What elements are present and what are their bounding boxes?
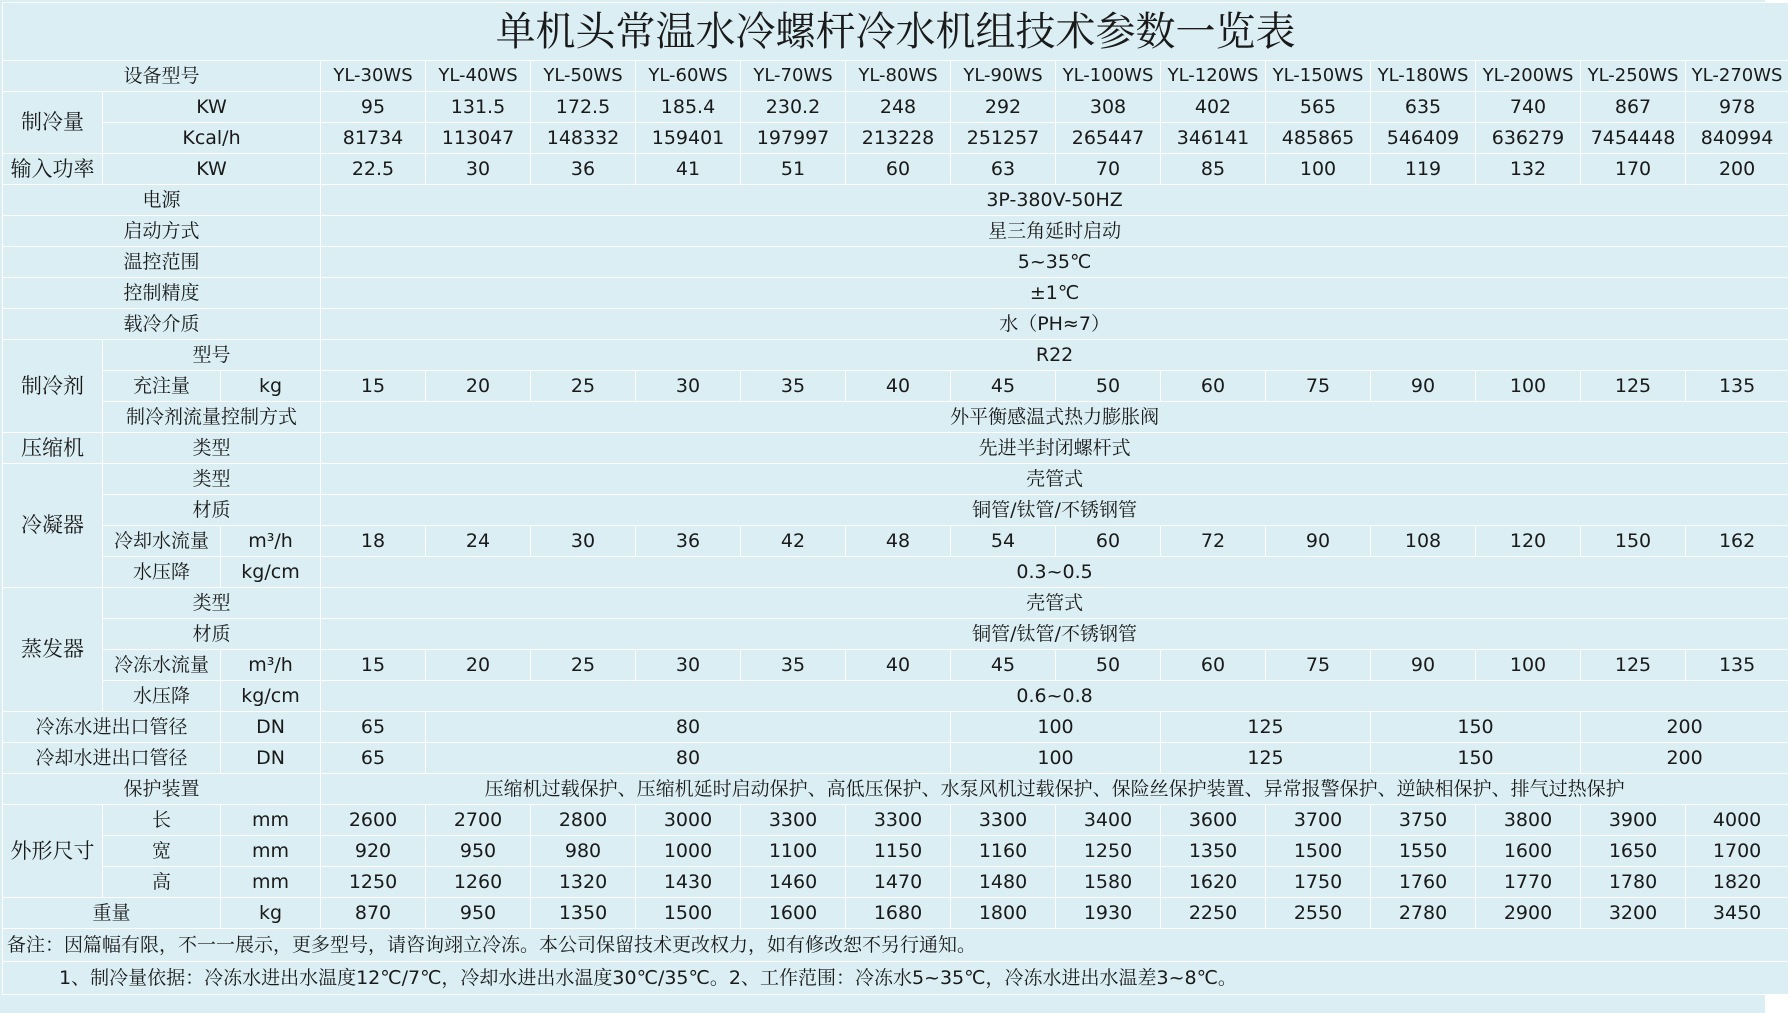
value-cell: 292 (951, 92, 1056, 123)
unit-label: kg/cm (221, 681, 321, 712)
value-cell: 185.4 (636, 92, 741, 123)
start-mode-value: 星三角延时启动 (321, 216, 1789, 247)
condenser-flow-row (3, 526, 1789, 557)
temp-range-label: 温控范围 (3, 247, 321, 278)
value-cell: 132 (1476, 154, 1581, 185)
value-cell: 15 (321, 371, 426, 402)
unit-label: kg/cm (221, 557, 321, 588)
value-cell: 3300 (846, 805, 951, 836)
value-cell: 24 (426, 526, 531, 557)
value-cell: 70 (1056, 154, 1161, 185)
refrigerant-label: 制冷剂 (3, 340, 103, 433)
value-cell: 113047 (426, 123, 531, 154)
protection-label: 保护装置 (3, 774, 321, 805)
value-cell: 3300 (951, 805, 1056, 836)
value-cell: 30 (636, 371, 741, 402)
value-cell: 546409 (1371, 123, 1476, 154)
value-cell: 30 (531, 526, 636, 557)
value-cell: 740 (1476, 92, 1581, 123)
model-cell: YL-180WS (1371, 61, 1476, 92)
value-cell: 65 (321, 743, 426, 774)
start-mode-row (3, 216, 1789, 247)
value-cell: 2780 (1371, 898, 1476, 929)
value-cell: 3450 (1686, 898, 1789, 929)
value-cell: 200 (1581, 712, 1789, 743)
value-cell: 63 (951, 154, 1056, 185)
unit-label: m³/h (221, 650, 321, 681)
value-cell: 80 (426, 712, 951, 743)
value-cell: 1000 (636, 836, 741, 867)
unit-label: kg (221, 898, 321, 929)
value-cell: 1350 (1161, 836, 1266, 867)
value-cell: 2900 (1476, 898, 1581, 929)
protection-row (3, 774, 1789, 805)
value-cell: 635 (1371, 92, 1476, 123)
value-cell: 20 (426, 371, 531, 402)
value-cell: 125 (1581, 650, 1686, 681)
value-cell: 125 (1581, 371, 1686, 402)
value-cell: 636279 (1476, 123, 1581, 154)
protection-value: 压缩机过载保护、压缩机延时启动保护、高低压保护、水泵风机过载保护、保险丝保护装置、异常报警保护、逆缺相保护、排气过热保护 (321, 774, 1789, 805)
width-row (3, 836, 1789, 867)
pressure-drop-label: 水压降 (103, 557, 221, 588)
value-cell: 18 (321, 526, 426, 557)
value-cell: 1260 (426, 867, 531, 898)
medium-row (3, 309, 1789, 340)
value-cell: 265447 (1056, 123, 1161, 154)
value-cell: 100 (1476, 650, 1581, 681)
value-cell: 346141 (1161, 123, 1266, 154)
evaporator-material-value: 铜管/钛管/不锈钢管 (321, 619, 1789, 650)
model-cell: YL-100WS (1056, 61, 1161, 92)
value-cell: 50 (1056, 371, 1161, 402)
unit-label: Kcal/h (103, 123, 321, 154)
value-cell: 200 (1581, 743, 1789, 774)
value-cell: 45 (951, 371, 1056, 402)
value-cell: 1460 (741, 867, 846, 898)
value-cell: 159401 (636, 123, 741, 154)
value-cell: 1430 (636, 867, 741, 898)
chilled-pipe-label: 冷冻水进出口管径 (3, 712, 221, 743)
input-power-row (3, 154, 1789, 185)
temp-range-row (3, 247, 1789, 278)
value-cell: 125 (1161, 743, 1371, 774)
condenser-type-row (3, 464, 1789, 495)
value-cell: 1930 (1056, 898, 1161, 929)
value-cell: 200 (1686, 154, 1789, 185)
unit-label: mm (221, 867, 321, 898)
value-cell: 125 (1161, 712, 1371, 743)
evaporator-label: 蒸发器 (3, 588, 103, 712)
value-cell: 50 (1056, 650, 1161, 681)
evaporator-material-row (3, 619, 1789, 650)
value-cell: 40 (846, 650, 951, 681)
length-row (3, 805, 1789, 836)
value-cell: 1770 (1476, 867, 1581, 898)
unit-label: KW (103, 92, 321, 123)
evaporator-type-label: 类型 (103, 588, 321, 619)
value-cell: 197997 (741, 123, 846, 154)
value-cell: 2600 (321, 805, 426, 836)
value-cell: 3300 (741, 805, 846, 836)
value-cell: 1780 (1581, 867, 1686, 898)
value-cell: 75 (1266, 650, 1371, 681)
model-cell: YL-150WS (1266, 61, 1371, 92)
value-cell: 1350 (531, 898, 636, 929)
model-cell: YL-270WS (1686, 61, 1789, 92)
power-supply-value: 3P-380V-50HZ (321, 185, 1789, 216)
capacity-kcal-row (3, 123, 1789, 154)
model-cell: YL-70WS (741, 61, 846, 92)
dimensions-label: 外形尺寸 (3, 805, 103, 898)
value-cell: 100 (951, 743, 1161, 774)
flow-control-value: 外平衡感温式热力膨胀阀 (321, 402, 1789, 433)
value-cell: 950 (426, 898, 531, 929)
value-cell: 150 (1371, 712, 1581, 743)
weight-label: 重量 (3, 898, 221, 929)
value-cell: 2700 (426, 805, 531, 836)
value-cell: 248 (846, 92, 951, 123)
value-cell: 60 (846, 154, 951, 185)
value-cell: 1320 (531, 867, 636, 898)
value-cell: 100 (1476, 371, 1581, 402)
power-supply-label: 电源 (3, 185, 321, 216)
medium-value: 水（PH≈7） (321, 309, 1789, 340)
value-cell: 2800 (531, 805, 636, 836)
precision-row (3, 278, 1789, 309)
precision-value: ±1℃ (321, 278, 1789, 309)
value-cell: 308 (1056, 92, 1161, 123)
model-cell: YL-60WS (636, 61, 741, 92)
value-cell: 978 (1686, 92, 1789, 123)
value-cell: 1100 (741, 836, 846, 867)
height-label: 高 (103, 867, 221, 898)
capacity-kw-row (3, 92, 1789, 123)
cooling-pipe-label: 冷却水进出口管径 (3, 743, 221, 774)
value-cell: 35 (741, 650, 846, 681)
compressor-row (3, 433, 1789, 464)
value-cell: 36 (531, 154, 636, 185)
value-cell: 1700 (1686, 836, 1789, 867)
value-cell: 1820 (1686, 867, 1789, 898)
refrigerant-charge-row (3, 371, 1789, 402)
refrigerant-flow-row (3, 402, 1789, 433)
width-label: 宽 (103, 836, 221, 867)
refrigerant-type-value: R22 (321, 340, 1789, 371)
value-cell: 100 (1266, 154, 1371, 185)
medium-label: 载冷介质 (3, 309, 321, 340)
value-cell: 148332 (531, 123, 636, 154)
model-label: 设备型号 (3, 61, 321, 92)
unit-label: mm (221, 805, 321, 836)
value-cell: 950 (426, 836, 531, 867)
value-cell: 1160 (951, 836, 1056, 867)
condenser-pressure-row (3, 557, 1789, 588)
flow-control-label: 制冷剂流量控制方式 (103, 402, 321, 433)
table-title: 单机头常温水冷螺杆冷水机组技术参数一览表 (3, 3, 1789, 61)
value-cell: 51 (741, 154, 846, 185)
value-cell: 80 (426, 743, 951, 774)
title-row (3, 3, 1789, 61)
model-cell: YL-90WS (951, 61, 1056, 92)
value-cell: 3600 (1161, 805, 1266, 836)
value-cell: 150 (1581, 526, 1686, 557)
value-cell: 3400 (1056, 805, 1161, 836)
model-cell: YL-80WS (846, 61, 951, 92)
value-cell: 840994 (1686, 123, 1789, 154)
refrigerant-type-row (3, 340, 1789, 371)
weight-row (3, 898, 1789, 929)
value-cell: 485865 (1266, 123, 1371, 154)
value-cell: 3800 (1476, 805, 1581, 836)
value-cell: 1250 (321, 867, 426, 898)
value-cell: 920 (321, 836, 426, 867)
value-cell: 3900 (1581, 805, 1686, 836)
value-cell: 1800 (951, 898, 1056, 929)
value-cell: 41 (636, 154, 741, 185)
value-cell: 162 (1686, 526, 1789, 557)
value-cell: 1470 (846, 867, 951, 898)
value-cell: 131.5 (426, 92, 531, 123)
value-cell: 1600 (1476, 836, 1581, 867)
value-cell: 30 (636, 650, 741, 681)
power-supply-row (3, 185, 1789, 216)
value-cell: 170 (1581, 154, 1686, 185)
value-cell: 1620 (1161, 867, 1266, 898)
value-cell: 1500 (636, 898, 741, 929)
value-cell: 60 (1161, 371, 1266, 402)
value-cell: 2550 (1266, 898, 1371, 929)
condition-note: 1、制冷量依据：冷冻水进出水温度12℃/7℃，冷却水进出水温度30℃/35℃。2、工作范围：冷冻水5~35℃，冷冻水进出水温差3~8℃。 (3, 962, 1789, 995)
value-cell: 230.2 (741, 92, 846, 123)
condenser-label: 冷凝器 (3, 464, 103, 588)
value-cell: 4000 (1686, 805, 1789, 836)
value-cell: 30 (426, 154, 531, 185)
value-cell: 60 (1161, 650, 1266, 681)
evaporator-type-row (3, 588, 1789, 619)
length-label: 长 (103, 805, 221, 836)
model-cell: YL-250WS (1581, 61, 1686, 92)
value-cell: 980 (531, 836, 636, 867)
value-cell: 100 (951, 712, 1161, 743)
model-row (3, 61, 1789, 92)
value-cell: 135 (1686, 371, 1789, 402)
value-cell: 1680 (846, 898, 951, 929)
height-row (3, 867, 1789, 898)
value-cell: 402 (1161, 92, 1266, 123)
value-cell: 1750 (1266, 867, 1371, 898)
value-cell: 120 (1476, 526, 1581, 557)
unit-label: KW (103, 154, 321, 185)
condenser-material-value: 铜管/钛管/不锈钢管 (321, 495, 1789, 526)
pressure-drop-value: 0.3~0.5 (321, 557, 1789, 588)
start-mode-label: 启动方式 (3, 216, 321, 247)
cooling-pipe-row (3, 743, 1789, 774)
value-cell: 36 (636, 526, 741, 557)
value-cell: 22.5 (321, 154, 426, 185)
value-cell: 1500 (1266, 836, 1371, 867)
value-cell: 25 (531, 650, 636, 681)
pressure-drop-label: 水压降 (103, 681, 221, 712)
model-cell: YL-30WS (321, 61, 426, 92)
condenser-material-row (3, 495, 1789, 526)
cooling-capacity-label: 制冷量 (3, 92, 103, 154)
model-cell: YL-50WS (531, 61, 636, 92)
value-cell: 90 (1371, 650, 1476, 681)
value-cell: 1250 (1056, 836, 1161, 867)
value-cell: 72 (1161, 526, 1266, 557)
value-cell: 213228 (846, 123, 951, 154)
value-cell: 1600 (741, 898, 846, 929)
value-cell: 1550 (1371, 836, 1476, 867)
temp-range-value: 5~35℃ (321, 247, 1789, 278)
value-cell: 7454448 (1581, 123, 1686, 154)
unit-label: kg (221, 371, 321, 402)
model-cell: YL-40WS (426, 61, 531, 92)
value-cell: 150 (1371, 743, 1581, 774)
value-cell: 20 (426, 650, 531, 681)
condenser-type-value: 壳管式 (321, 464, 1789, 495)
value-cell: 3000 (636, 805, 741, 836)
evaporator-material-label: 材质 (103, 619, 321, 650)
value-cell: 15 (321, 650, 426, 681)
value-cell: 48 (846, 526, 951, 557)
note-row-2 (3, 962, 1789, 995)
unit-label: DN (221, 743, 321, 774)
value-cell: 25 (531, 371, 636, 402)
value-cell: 1150 (846, 836, 951, 867)
value-cell: 90 (1371, 371, 1476, 402)
value-cell: 35 (741, 371, 846, 402)
cooling-water-flow-label: 冷却水流量 (103, 526, 221, 557)
spec-table (2, 2, 1789, 995)
refrigerant-type-label: 型号 (103, 340, 321, 371)
value-cell: 60 (1056, 526, 1161, 557)
value-cell: 42 (741, 526, 846, 557)
value-cell: 95 (321, 92, 426, 123)
value-cell: 1760 (1371, 867, 1476, 898)
condenser-type-label: 类型 (103, 464, 321, 495)
value-cell: 251257 (951, 123, 1056, 154)
value-cell: 40 (846, 371, 951, 402)
value-cell: 81734 (321, 123, 426, 154)
model-cell: YL-120WS (1161, 61, 1266, 92)
value-cell: 3200 (1581, 898, 1686, 929)
compressor-label: 压缩机 (3, 433, 103, 464)
value-cell: 75 (1266, 371, 1371, 402)
value-cell: 85 (1161, 154, 1266, 185)
input-power-label: 输入功率 (3, 154, 103, 185)
chilled-water-flow-label: 冷冻水流量 (103, 650, 221, 681)
value-cell: 867 (1581, 92, 1686, 123)
value-cell: 119 (1371, 154, 1476, 185)
value-cell: 90 (1266, 526, 1371, 557)
remark-note: 备注：因篇幅有限，不一一展示，更多型号，请咨询翊立冷冻。本公司保留技术更改权力，如有修改恕不另行通知。 (3, 929, 1789, 962)
compressor-type-label: 类型 (103, 433, 321, 464)
note-row-1 (3, 929, 1789, 962)
value-cell: 3750 (1371, 805, 1476, 836)
charge-label: 充注量 (103, 371, 221, 402)
value-cell: 3700 (1266, 805, 1371, 836)
value-cell: 2250 (1161, 898, 1266, 929)
evaporator-pressure-row (3, 681, 1789, 712)
value-cell: 172.5 (531, 92, 636, 123)
value-cell: 565 (1266, 92, 1371, 123)
condenser-material-label: 材质 (103, 495, 321, 526)
value-cell: 65 (321, 712, 426, 743)
value-cell: 54 (951, 526, 1056, 557)
pressure-drop-value: 0.6~0.8 (321, 681, 1789, 712)
value-cell: 135 (1686, 650, 1789, 681)
unit-label: DN (221, 712, 321, 743)
value-cell: 1650 (1581, 836, 1686, 867)
compressor-type-value: 先进半封闭螺杆式 (321, 433, 1789, 464)
value-cell: 1580 (1056, 867, 1161, 898)
unit-label: m³/h (221, 526, 321, 557)
precision-label: 控制精度 (3, 278, 321, 309)
value-cell: 1480 (951, 867, 1056, 898)
value-cell: 45 (951, 650, 1056, 681)
chilled-pipe-row (3, 712, 1789, 743)
evaporator-flow-row (3, 650, 1789, 681)
value-cell: 870 (321, 898, 426, 929)
value-cell: 108 (1371, 526, 1476, 557)
model-cell: YL-200WS (1476, 61, 1581, 92)
unit-label: mm (221, 836, 321, 867)
evaporator-type-value: 壳管式 (321, 588, 1789, 619)
